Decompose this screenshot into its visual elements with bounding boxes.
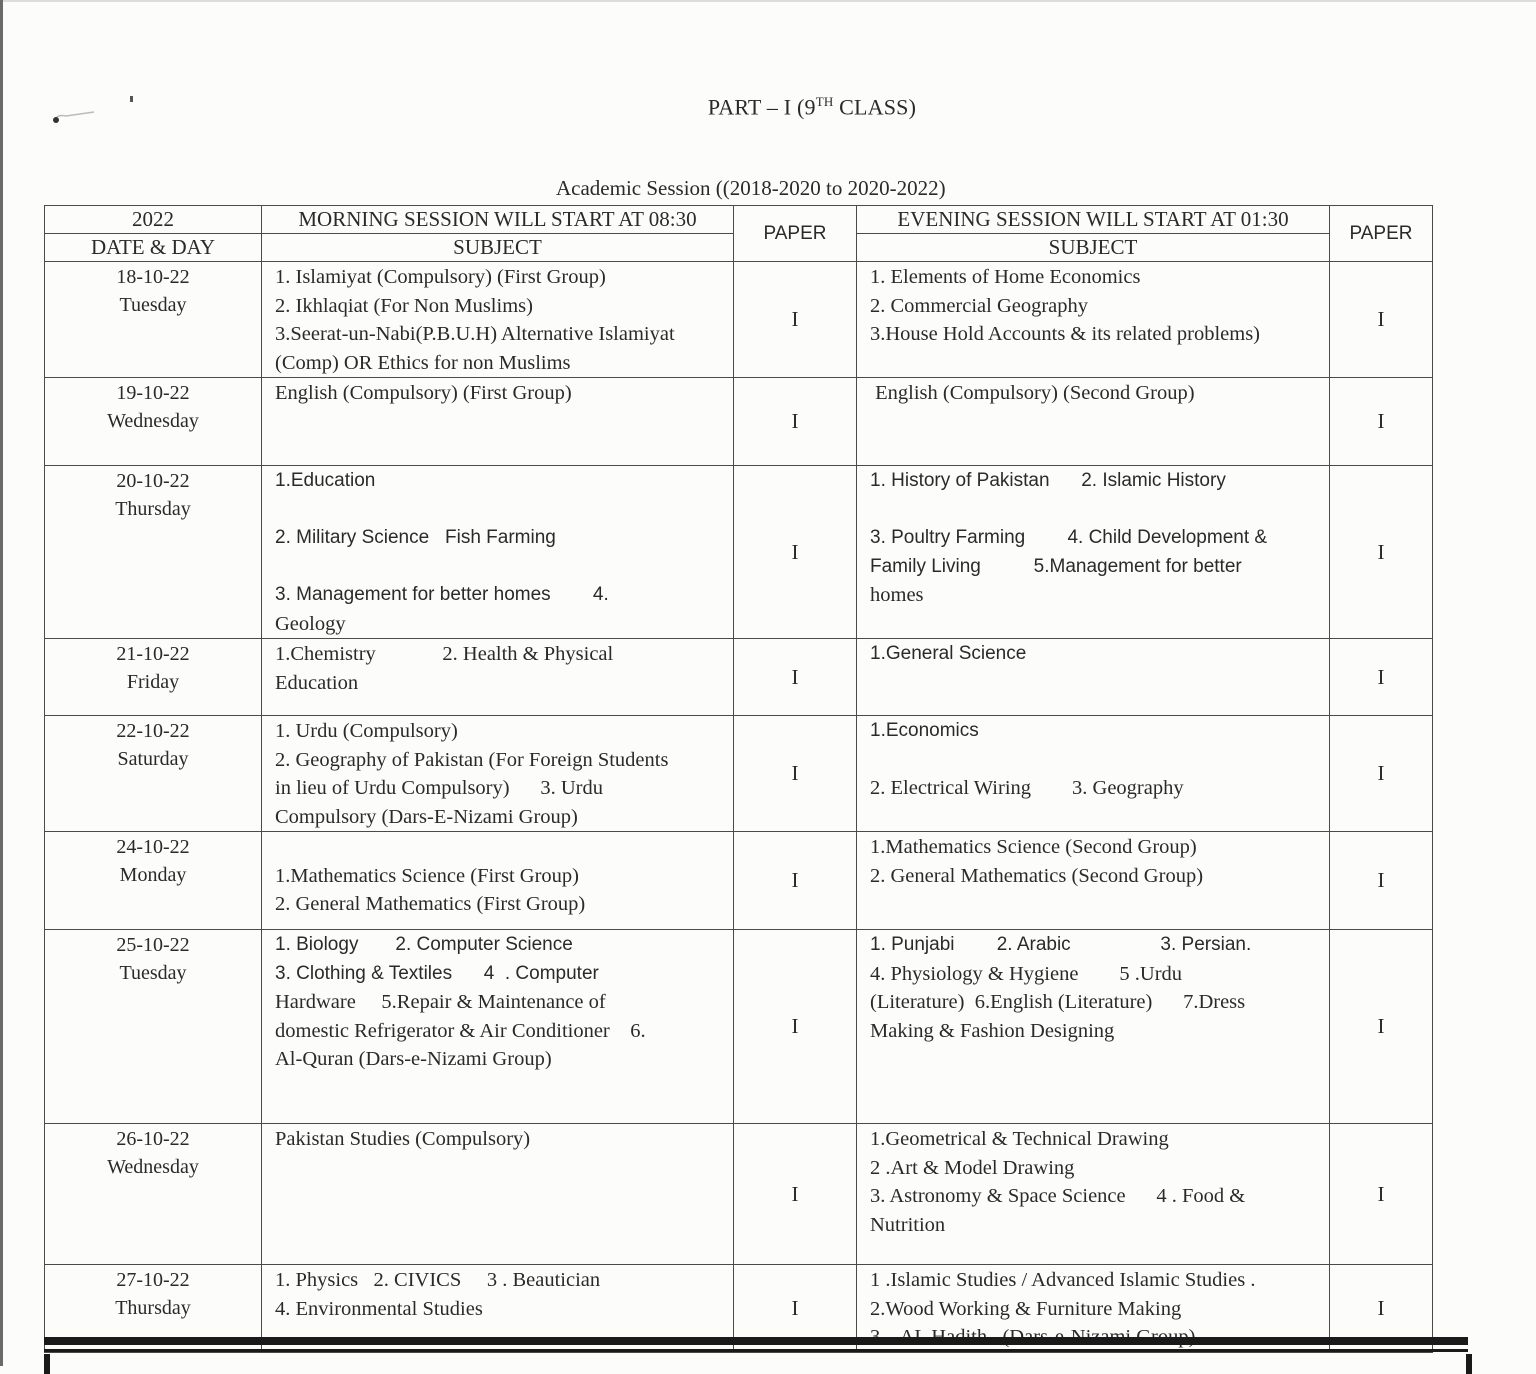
table-row bbox=[45, 378, 1433, 466]
evening-paper-cell: I bbox=[1330, 1124, 1433, 1265]
exam-day: Friday bbox=[126, 671, 180, 693]
subject-line: 3.House Hold Accounts & its related problems) bbox=[870, 323, 1261, 345]
subject-line: Compulsory (Dars-E-Nizami Group) bbox=[275, 805, 578, 828]
exam-date: 18-10-22 bbox=[116, 266, 190, 288]
exam-date: 25-10-22 bbox=[116, 934, 190, 956]
subject-line: 1.Mathematics Science (First Group) bbox=[275, 864, 580, 887]
morning-paper-cell: I bbox=[734, 832, 857, 930]
evening-subject-cell bbox=[857, 930, 1330, 1124]
evening-paper-cell: I bbox=[1330, 262, 1433, 378]
subject-line: Making & Fashion Designing bbox=[870, 1019, 1115, 1042]
subject-line: Nutrition bbox=[870, 1213, 946, 1236]
evening-subject-cell bbox=[857, 1124, 1330, 1265]
exam-day: Tuesday bbox=[119, 294, 187, 316]
subject-line: 2. General Mathematics (First Group) bbox=[275, 893, 586, 915]
subject-line: 3. Management for better homes 4. bbox=[275, 584, 609, 605]
subject-line: Education bbox=[275, 671, 359, 694]
table-row bbox=[45, 930, 1433, 1124]
exam-day: Saturday bbox=[117, 748, 189, 770]
subject-line: 1.General Science bbox=[870, 643, 1027, 664]
evening-subject-cell bbox=[857, 466, 1330, 639]
subject-line: 2. General Mathematics (Second Group) bbox=[870, 864, 1204, 887]
table-row bbox=[45, 1124, 1433, 1265]
exam-date: 20-10-22 bbox=[116, 470, 190, 492]
table-row bbox=[45, 639, 1433, 716]
morning-subject-cell bbox=[262, 832, 734, 930]
subject-line: 1.Mathematics Science (Second Group) bbox=[870, 836, 1197, 858]
exam-day: Thursday bbox=[115, 1297, 191, 1319]
subject-line: 4. Environmental Studies bbox=[275, 1297, 483, 1320]
morning-paper-cell: I bbox=[734, 466, 857, 639]
evening-session-header: EVENING SESSION WILL START AT 01:30 bbox=[857, 206, 1330, 234]
date-day-cell bbox=[45, 930, 262, 1124]
morning-paper-cell: I bbox=[734, 930, 857, 1124]
subject-line: 1.Education bbox=[275, 470, 376, 491]
evening-paper-cell: I bbox=[1330, 1265, 1433, 1353]
subject-line: 3. Astronomy & Space Science 4 . Food & bbox=[870, 1185, 1246, 1207]
morning-paper-cell: I bbox=[734, 716, 857, 832]
evening-subject-header: SUBJECT bbox=[857, 234, 1330, 262]
morning-subject-cell bbox=[262, 1124, 734, 1265]
evening-paper-header: PAPER bbox=[1330, 206, 1433, 262]
subject-line: 3.Seerat-un-Nabi(P.B.U.H) Alternative Islamiyat bbox=[275, 323, 675, 345]
subject-line: Pakistan Studies (Compulsory) bbox=[275, 1128, 531, 1150]
subject-line: (Comp) OR Ethics for non Muslims bbox=[275, 351, 571, 374]
subject-line: 2. Electrical Wiring 3. Geography bbox=[870, 777, 1184, 799]
exam-day: Tuesday bbox=[119, 962, 187, 984]
exam-date: 22-10-22 bbox=[116, 720, 190, 742]
subject-line: English (Compulsory) (First Group) bbox=[275, 382, 572, 404]
morning-paper-cell: I bbox=[734, 262, 857, 378]
subject-line: Hardware 5.Repair & Maintenance of bbox=[275, 991, 606, 1013]
subject-line: 1.Economics bbox=[870, 720, 979, 741]
subject-line: Geology bbox=[275, 612, 346, 635]
subject-line: Family Living 5.Management for better bbox=[870, 555, 1242, 577]
exam-date: 26-10-22 bbox=[116, 1128, 190, 1150]
evening-paper-cell: I bbox=[1330, 466, 1433, 639]
subject-line: 1. Islamiyat (Compulsory) (First Group) bbox=[275, 266, 606, 288]
subject-line: 1.Chemistry 2. Health & Physical bbox=[275, 643, 614, 665]
subject-line: 2. Geography of Pakistan (For Foreign Students bbox=[275, 748, 669, 771]
morning-paper-cell: I bbox=[734, 378, 857, 466]
subject-line: 4. Physiology & Hygiene 5 .Urdu bbox=[870, 962, 1183, 985]
exam-date: 27-10-22 bbox=[116, 1269, 190, 1291]
date-day-cell bbox=[45, 466, 262, 639]
bottom-border-rule-thin bbox=[44, 1349, 1468, 1352]
exam-day: Thursday bbox=[115, 498, 191, 520]
subject-line bbox=[870, 746, 1319, 775]
exam-day: Monday bbox=[119, 864, 187, 886]
bottom-border-rule bbox=[44, 1337, 1468, 1345]
subject-line: homes bbox=[870, 584, 924, 606]
morning-subject-cell bbox=[262, 716, 734, 832]
table-row bbox=[45, 832, 1433, 930]
subject-line: 2 .Art & Model Drawing bbox=[870, 1156, 1075, 1179]
subject-line: domestic Refrigerator & Air Conditioner 6. bbox=[275, 1019, 646, 1042]
subject-line: 1 .Islamic Studies / Advanced Islamic Studies . bbox=[870, 1269, 1256, 1291]
subject-line: English (Compulsory) (Second Group) bbox=[870, 382, 1195, 404]
subject-line: Al-Quran (Dars-e-Nizami Group) bbox=[275, 1048, 552, 1070]
subject-line: 1. Elements of Home Economics bbox=[870, 266, 1141, 288]
exam-date: 21-10-22 bbox=[116, 643, 190, 665]
subject-line: 1. Urdu (Compulsory) bbox=[275, 720, 458, 742]
year-header: 2022 bbox=[45, 206, 262, 234]
morning-subject-cell bbox=[262, 466, 734, 639]
subject-line: 3. Poultry Farming 4. Child Development & bbox=[870, 527, 1268, 548]
page-top-edge bbox=[0, 0, 1536, 2]
subject-line: 2. Ikhlaqiat (For Non Muslims) bbox=[275, 294, 533, 317]
subject-line: 2. Military Science Fish Farming bbox=[275, 527, 556, 548]
subject-line bbox=[275, 833, 723, 862]
subject-line: 1. Biology 2. Computer Science bbox=[275, 934, 573, 955]
evening-paper-cell: I bbox=[1330, 716, 1433, 832]
subject-line: 1. Punjabi 2. Arabic 3. Persian. bbox=[870, 934, 1252, 955]
subject-line bbox=[870, 496, 1319, 525]
morning-subject-header: SUBJECT bbox=[262, 234, 734, 262]
exam-day: Wednesday bbox=[107, 410, 199, 432]
subject-line: 2.Wood Working & Furniture Making bbox=[870, 1297, 1182, 1320]
exam-day: Wednesday bbox=[107, 1156, 199, 1178]
date-sheet-table bbox=[44, 205, 1433, 1353]
morning-subject-cell bbox=[262, 930, 734, 1124]
date-day-cell bbox=[45, 832, 262, 930]
table-row bbox=[45, 716, 1433, 832]
morning-subject-cell bbox=[262, 378, 734, 466]
date-day-header: DATE & DAY bbox=[45, 234, 262, 262]
evening-subject-cell bbox=[857, 378, 1330, 466]
evening-subject-cell bbox=[857, 639, 1330, 716]
evening-paper-cell: I bbox=[1330, 930, 1433, 1124]
subject-line: 1.Geometrical & Technical Drawing bbox=[870, 1128, 1169, 1150]
morning-paper-cell: I bbox=[734, 1265, 857, 1353]
exam-date: 19-10-22 bbox=[116, 382, 190, 404]
academic-session-title: Academic Session ((2018-2020 to 2020-2022) bbox=[556, 176, 946, 200]
date-day-cell bbox=[45, 1124, 262, 1265]
morning-paper-header: PAPER bbox=[734, 206, 857, 262]
date-day-cell bbox=[45, 378, 262, 466]
evening-paper-cell: I bbox=[1330, 832, 1433, 930]
morning-paper-cell: I bbox=[734, 639, 857, 716]
evening-subject-cell bbox=[857, 832, 1330, 930]
evening-paper-cell: I bbox=[1330, 639, 1433, 716]
subject-line: 2. Commercial Geography bbox=[870, 294, 1089, 317]
morning-paper-cell: I bbox=[734, 1124, 857, 1265]
subject-line bbox=[275, 496, 723, 525]
next-section-frame bbox=[44, 1354, 1472, 1374]
exam-date: 24-10-22 bbox=[116, 836, 190, 858]
subject-line: (Literature) 6.English (Literature) 7.Dress bbox=[870, 991, 1246, 1013]
evening-subject-cell bbox=[857, 716, 1330, 832]
date-day-cell bbox=[45, 639, 262, 716]
subject-line: 1. Physics 2. CIVICS 3 . Beautician bbox=[275, 1269, 601, 1291]
table-row bbox=[45, 262, 1433, 378]
evening-subject-cell bbox=[857, 262, 1330, 378]
subject-line: 1. History of Pakistan 2. Islamic History bbox=[870, 470, 1226, 491]
subject-line: in lieu of Urdu Compulsory) 3. Urdu bbox=[275, 777, 603, 799]
subject-line bbox=[275, 553, 723, 582]
date-day-cell bbox=[45, 262, 262, 378]
evening-paper-cell: I bbox=[1330, 378, 1433, 466]
morning-subject-cell bbox=[262, 262, 734, 378]
page-left-edge bbox=[0, 0, 3, 1366]
morning-session-header: MORNING SESSION WILL START AT 08:30 bbox=[262, 206, 734, 234]
subject-line: 3. Clothing & Textiles 4 . Computer bbox=[275, 962, 599, 984]
table-row bbox=[45, 466, 1433, 639]
date-day-cell bbox=[45, 716, 262, 832]
page-title: PART – I (9TH CLASS) bbox=[707, 94, 917, 120]
morning-subject-cell bbox=[262, 639, 734, 716]
